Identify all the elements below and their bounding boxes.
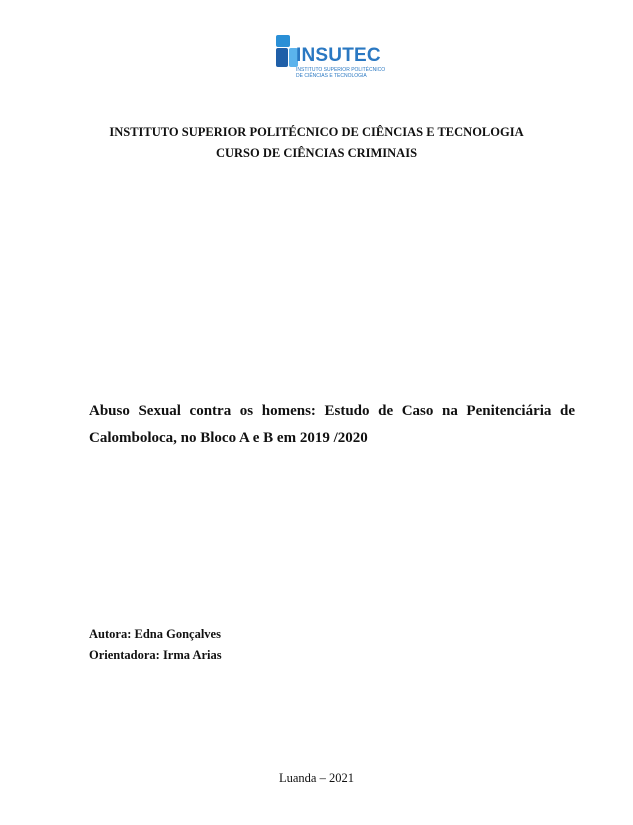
- institution-logo: [276, 35, 388, 81]
- thesis-title: Abuso Sexual contra os homens: Estudo de Caso na Penitenciária de Calomboloca, no Bloco A e B em 2019 /2020: [89, 403, 575, 446]
- logo-square-bottom-left: [276, 48, 288, 67]
- logo-subtitle-line-1: INSTITUTO SUPERIOR POLITÉCNICO: [296, 67, 386, 73]
- author-line: Autora: Edna Gonçalves: [89, 627, 221, 641]
- place-date: Luanda – 2021: [279, 771, 354, 785]
- advisor-line: Orientadora: Irma Arias: [89, 648, 222, 662]
- logo-subtitle-line-2: DE CIÊNCIAS E TECNOLOGIA: [296, 73, 367, 79]
- logo-subtitle: [296, 67, 385, 79]
- logo-square-top: [276, 35, 290, 47]
- course-name: CURSO DE CIÊNCIAS CRIMINAIS: [215, 146, 418, 160]
- logo-mark-icon: [276, 35, 298, 67]
- institute-name: INSTITUTO SUPERIOR POLITÉCNICO DE CIÊNCIAS E TECNOLOGIA: [109, 125, 524, 139]
- logo-wordmark: INSUTEC: [296, 45, 381, 66]
